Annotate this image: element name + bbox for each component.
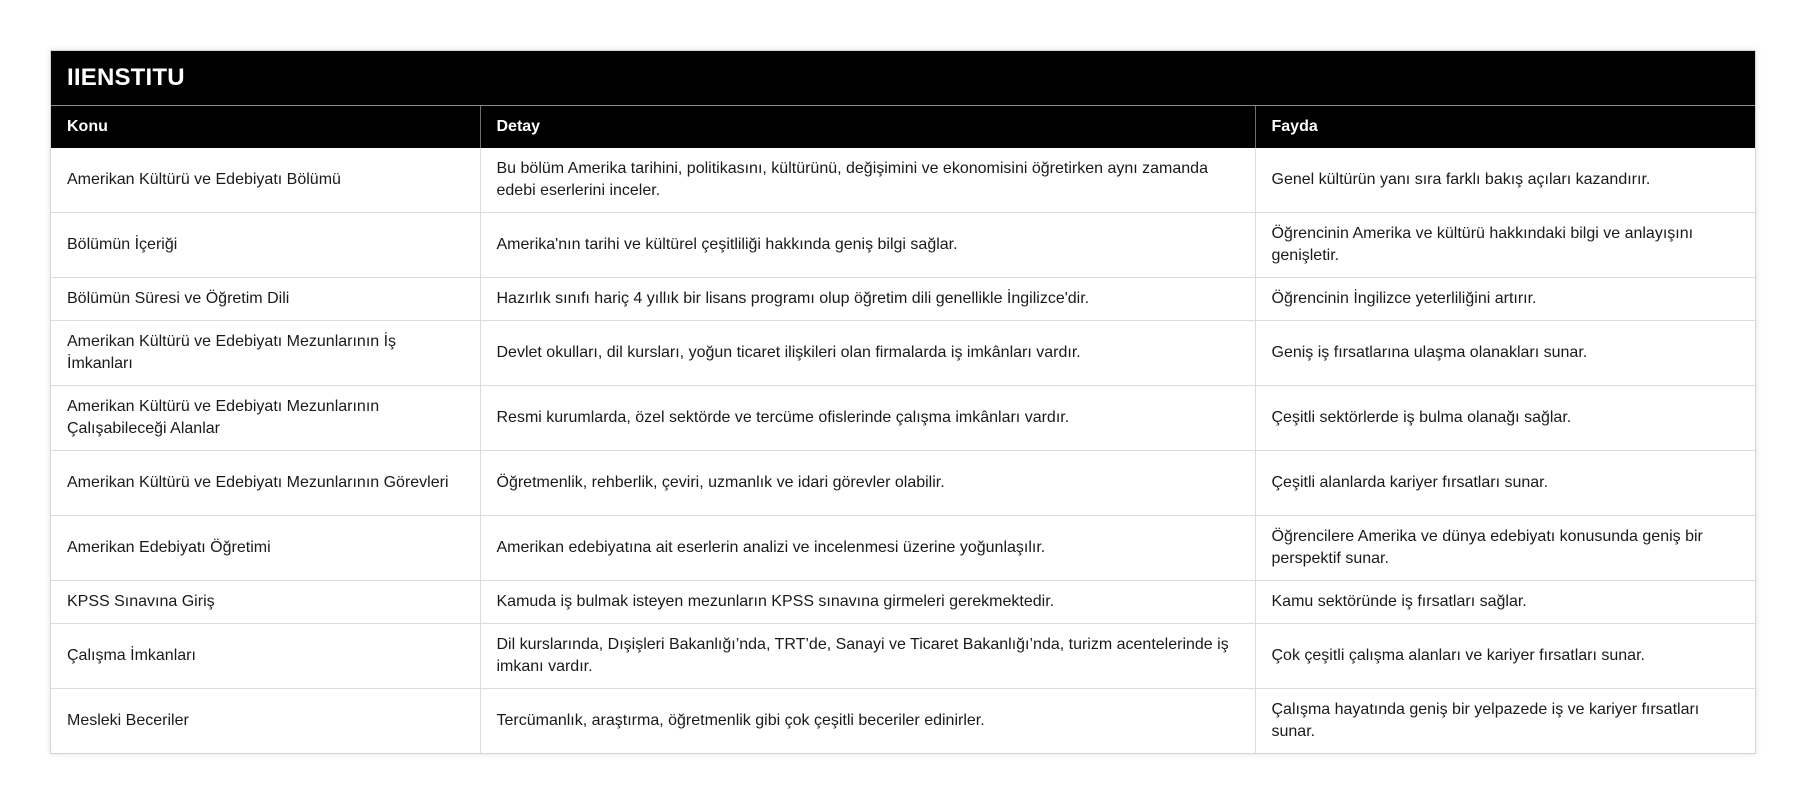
cell-konu: Amerikan Edebiyatı Öğretimi <box>51 516 480 581</box>
table-header-row <box>51 106 1755 148</box>
cell-detay: Kamuda iş bulmak isteyen mezunların KPSS sınavına girmeleri gerekmektedir. <box>480 581 1255 624</box>
cell-fayda: Öğrencinin İngilizce yeterliliğini artırır. <box>1255 278 1755 321</box>
cell-konu: Amerikan Kültürü ve Edebiyatı Mezunlarının İş İmkanları <box>51 321 480 386</box>
cell-detay: Resmi kurumlarda, özel sektörde ve tercüme ofislerinde çalışma imkânları vardır. <box>480 386 1255 451</box>
info-table <box>51 106 1755 753</box>
cell-detay: Devlet okulları, dil kursları, yoğun ticaret ilişkileri olan firmalarda iş imkânları vardır. <box>480 321 1255 386</box>
cell-detay: Hazırlık sınıfı hariç 4 yıllık bir lisans programı olup öğretim dili genellikle İngilizce'dir. <box>480 278 1255 321</box>
table-row <box>51 278 1755 321</box>
column-header-fayda: Fayda <box>1255 106 1755 148</box>
table-row <box>51 213 1755 278</box>
cell-fayda: Kamu sektöründe iş fırsatları sağlar. <box>1255 581 1755 624</box>
cell-detay: Amerikan edebiyatına ait eserlerin analizi ve incelenmesi üzerine yoğunlaşılır. <box>480 516 1255 581</box>
cell-fayda: Çok çeşitli çalışma alanları ve kariyer fırsatları sunar. <box>1255 624 1755 689</box>
table-row <box>51 516 1755 581</box>
table-row <box>51 689 1755 754</box>
cell-fayda: Genel kültürün yanı sıra farklı bakış açıları kazandırır. <box>1255 148 1755 213</box>
cell-detay: Dil kurslarında, Dışişleri Bakanlığı’nda, TRT’de, Sanayi ve Ticaret Bakanlığı’nda, turizm acentelerinde iş imkanı vardır. <box>480 624 1255 689</box>
cell-konu: Bölümün İçeriği <box>51 213 480 278</box>
cell-fayda: Çalışma hayatında geniş bir yelpazede iş ve kariyer fırsatları sunar. <box>1271 701 1700 740</box>
info-table-card <box>50 50 1756 754</box>
table-row <box>51 321 1755 386</box>
cell-konu: Amerikan Kültürü ve Edebiyatı Bölümü <box>51 148 480 213</box>
cell-konu: Mesleki Beceriler <box>51 689 480 754</box>
brand-title: IIENSTITU <box>67 64 185 91</box>
column-header-konu: Konu <box>51 106 480 148</box>
cell-fayda: Öğrencinin Amerika ve kültürü hakkındaki bilgi ve anlayışını genişletir. <box>1255 213 1755 278</box>
cell-detay: Öğretmenlik, rehberlik, çeviri, uzmanlık ve idari görevler olabilir. <box>480 451 1255 516</box>
column-header-detay: Detay <box>480 106 1255 148</box>
table-row <box>51 451 1755 516</box>
cell-konu: Amerikan Kültürü ve Edebiyatı Mezunlarının Görevleri <box>51 451 480 516</box>
cell-fayda: Çeşitli sektörlerde iş bulma olanağı sağlar. <box>1255 386 1755 451</box>
cell-detay: Amerika'nın tarihi ve kültürel çeşitliliği hakkında geniş bilgi sağlar. <box>480 213 1255 278</box>
cell-konu: Bölümün Süresi ve Öğretim Dili <box>51 278 480 321</box>
table-row <box>51 148 1755 213</box>
cell-konu: Amerikan Kültürü ve Edebiyatı Mezunlarının Çalışabileceği Alanlar <box>51 386 480 451</box>
table-row <box>51 581 1755 624</box>
cell-detay: Tercümanlık, araştırma, öğretmenlik gibi çok çeşitli beceriler edinirler. <box>480 689 1255 754</box>
brand-header <box>51 51 1755 106</box>
table-row <box>51 386 1755 451</box>
cell-konu: Çalışma İmkanları <box>51 624 480 689</box>
cell-detay: Bu bölüm Amerika tarihini, politikasını, kültürünü, değişimini ve ekonomisini öğretirken aynı zamanda edebi eserlerini inceler. <box>480 148 1255 213</box>
cell-fayda: Öğrencilere Amerika ve dünya edebiyatı konusunda geniş bir perspektif sunar. <box>1255 516 1755 581</box>
table-row <box>51 624 1755 689</box>
cell-konu: KPSS Sınavına Giriş <box>51 581 480 624</box>
cell-fayda: Geniş iş fırsatlarına ulaşma olanakları sunar. <box>1255 321 1755 386</box>
cell-fayda: Çeşitli alanlarda kariyer fırsatları sunar. <box>1255 451 1755 516</box>
